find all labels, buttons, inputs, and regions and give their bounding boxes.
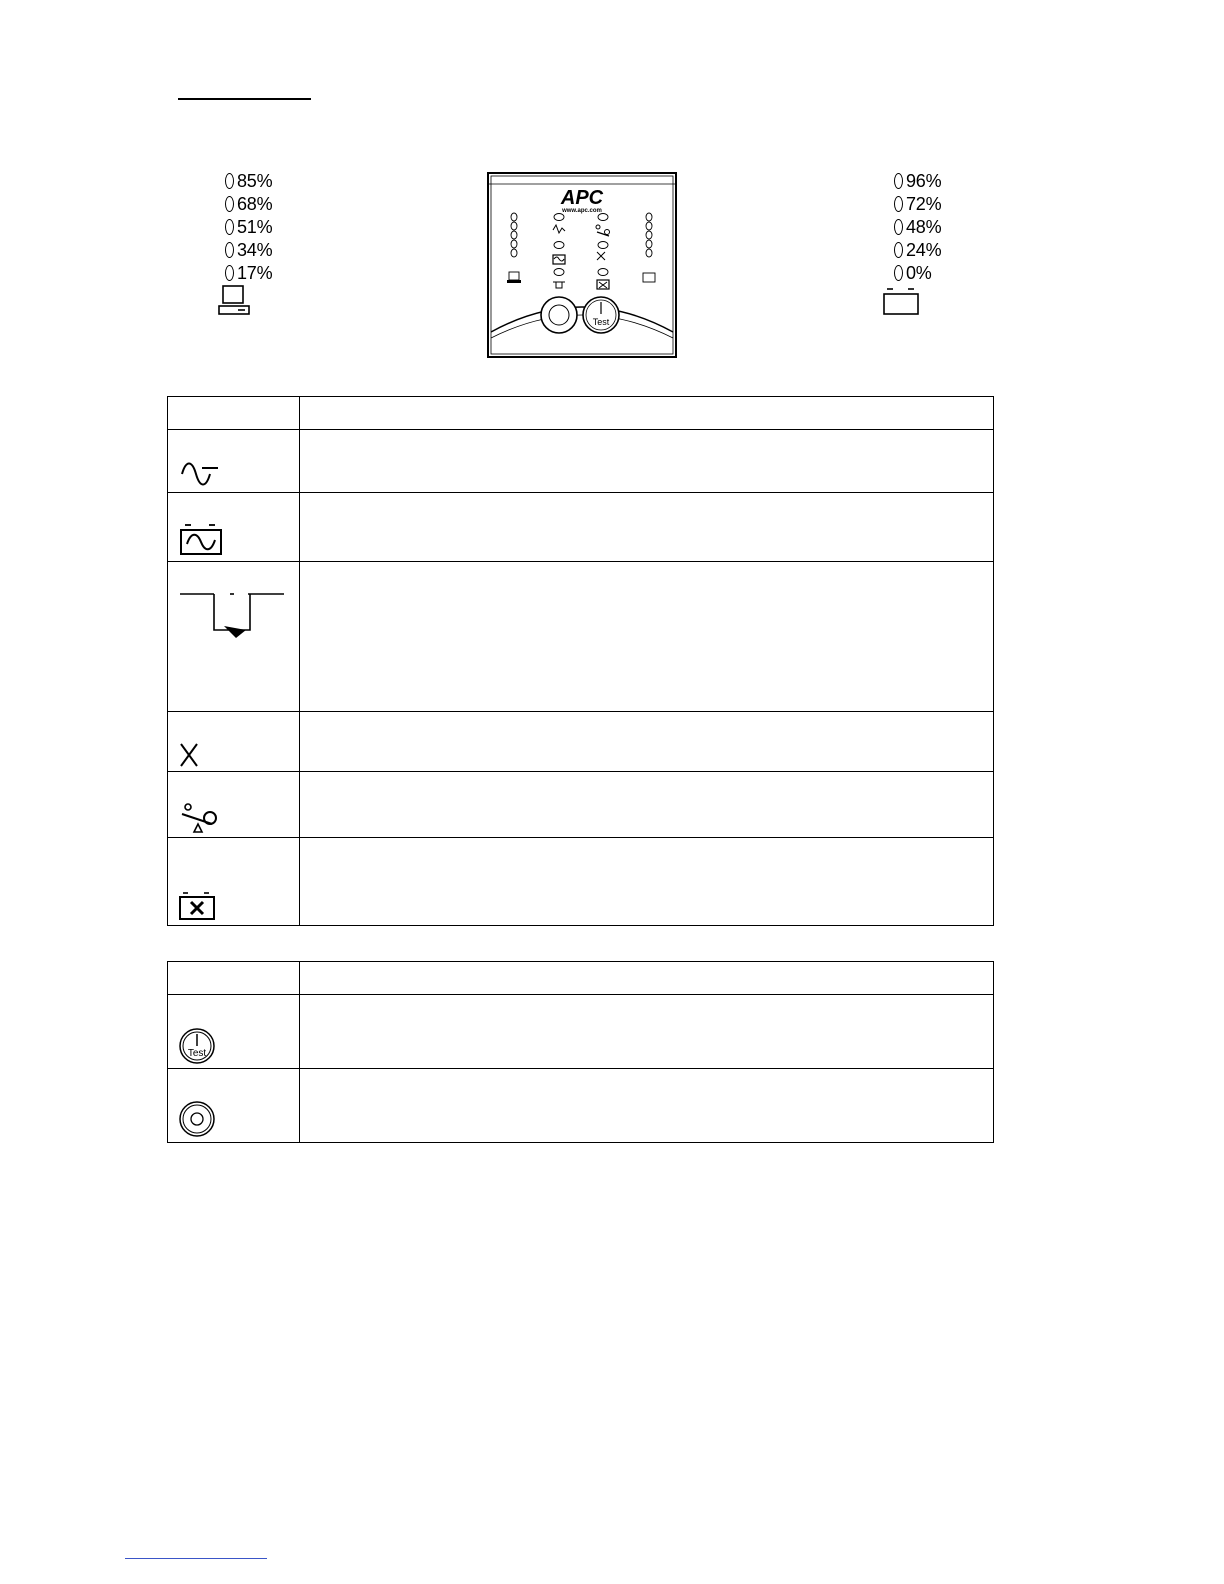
header-cell — [300, 962, 994, 995]
battery-scale-item — [894, 239, 941, 261]
online-sine-wave-icon — [180, 458, 220, 488]
icon-cell — [168, 430, 300, 493]
panel-url: www.apc.com — [562, 208, 602, 214]
table-row — [168, 995, 994, 1069]
table-row — [168, 712, 994, 772]
row-description — [300, 995, 994, 1069]
led-icon — [894, 242, 903, 258]
battery-disconnected-icon — [178, 890, 218, 922]
test-button-label: Test — [187, 1048, 207, 1059]
battery-scale-item — [894, 216, 941, 238]
table-row — [168, 1069, 994, 1143]
load-scale-item — [225, 193, 272, 215]
row-description — [300, 430, 994, 493]
table-row — [168, 772, 994, 838]
power-test-button-icon — [178, 1027, 218, 1067]
battery-scale-label: 72% — [906, 193, 942, 214]
load-scale-item — [225, 262, 272, 284]
button-table — [167, 961, 994, 1143]
replace-battery-icon — [178, 590, 288, 642]
overload-x-icon — [178, 742, 202, 768]
row-description — [300, 1069, 994, 1143]
battery-icon — [882, 286, 922, 316]
load-scale-label: 17% — [237, 262, 273, 283]
row-description — [300, 838, 994, 926]
header-cell — [168, 962, 300, 995]
front-panel-drawing — [487, 172, 677, 358]
load-scale-label: 51% — [237, 216, 273, 237]
table-header-row — [168, 397, 994, 430]
battery-scale-label: 48% — [906, 216, 942, 237]
icon-cell — [168, 493, 300, 562]
battery-scale-label: 24% — [906, 239, 942, 260]
battery-scale-label: 0% — [906, 262, 932, 283]
battery-scale-item — [894, 170, 941, 192]
load-scale-item — [225, 216, 272, 238]
icon-cell — [168, 995, 300, 1069]
load-scale-item — [225, 170, 272, 192]
icon-cell — [168, 838, 300, 926]
header-cell — [300, 397, 994, 430]
table-header-row — [168, 962, 994, 995]
led-icon — [225, 242, 234, 258]
row-description — [300, 772, 994, 838]
icon-cell — [168, 1069, 300, 1143]
led-icon — [225, 219, 234, 235]
icon-cell — [168, 712, 300, 772]
led-icon — [225, 173, 234, 189]
front-panel — [487, 172, 677, 358]
led-icon — [894, 265, 903, 281]
table-row — [168, 562, 994, 712]
row-description — [300, 562, 994, 712]
avr-balance-icon — [178, 802, 222, 836]
computer-load-icon — [217, 284, 251, 318]
battery-scale-item — [894, 262, 932, 284]
icon-cell — [168, 772, 300, 838]
row-description — [300, 493, 994, 562]
footer-link-underline — [125, 1558, 267, 1559]
table-row — [168, 838, 994, 926]
battery-scale-item — [894, 193, 941, 215]
panel-brand-logo: APC — [560, 187, 604, 209]
led-icon — [225, 265, 234, 281]
led-icon — [225, 196, 234, 212]
load-scale-item — [225, 239, 272, 261]
battery-scale-label: 96% — [906, 170, 942, 191]
header-cell — [168, 397, 300, 430]
load-scale-label: 34% — [237, 239, 273, 260]
indicator-table — [167, 396, 994, 926]
led-icon — [894, 219, 903, 235]
row-description — [300, 712, 994, 772]
heading-underline — [178, 98, 311, 100]
led-icon — [894, 173, 903, 189]
table-row — [168, 430, 994, 493]
icon-cell — [168, 562, 300, 712]
off-button-icon — [178, 1100, 218, 1140]
led-icon — [894, 196, 903, 212]
load-scale-label: 68% — [237, 193, 273, 214]
on-battery-icon — [179, 522, 225, 558]
load-scale-label: 85% — [237, 170, 273, 191]
panel-test-label: Test — [592, 317, 610, 327]
table-row — [168, 493, 994, 562]
